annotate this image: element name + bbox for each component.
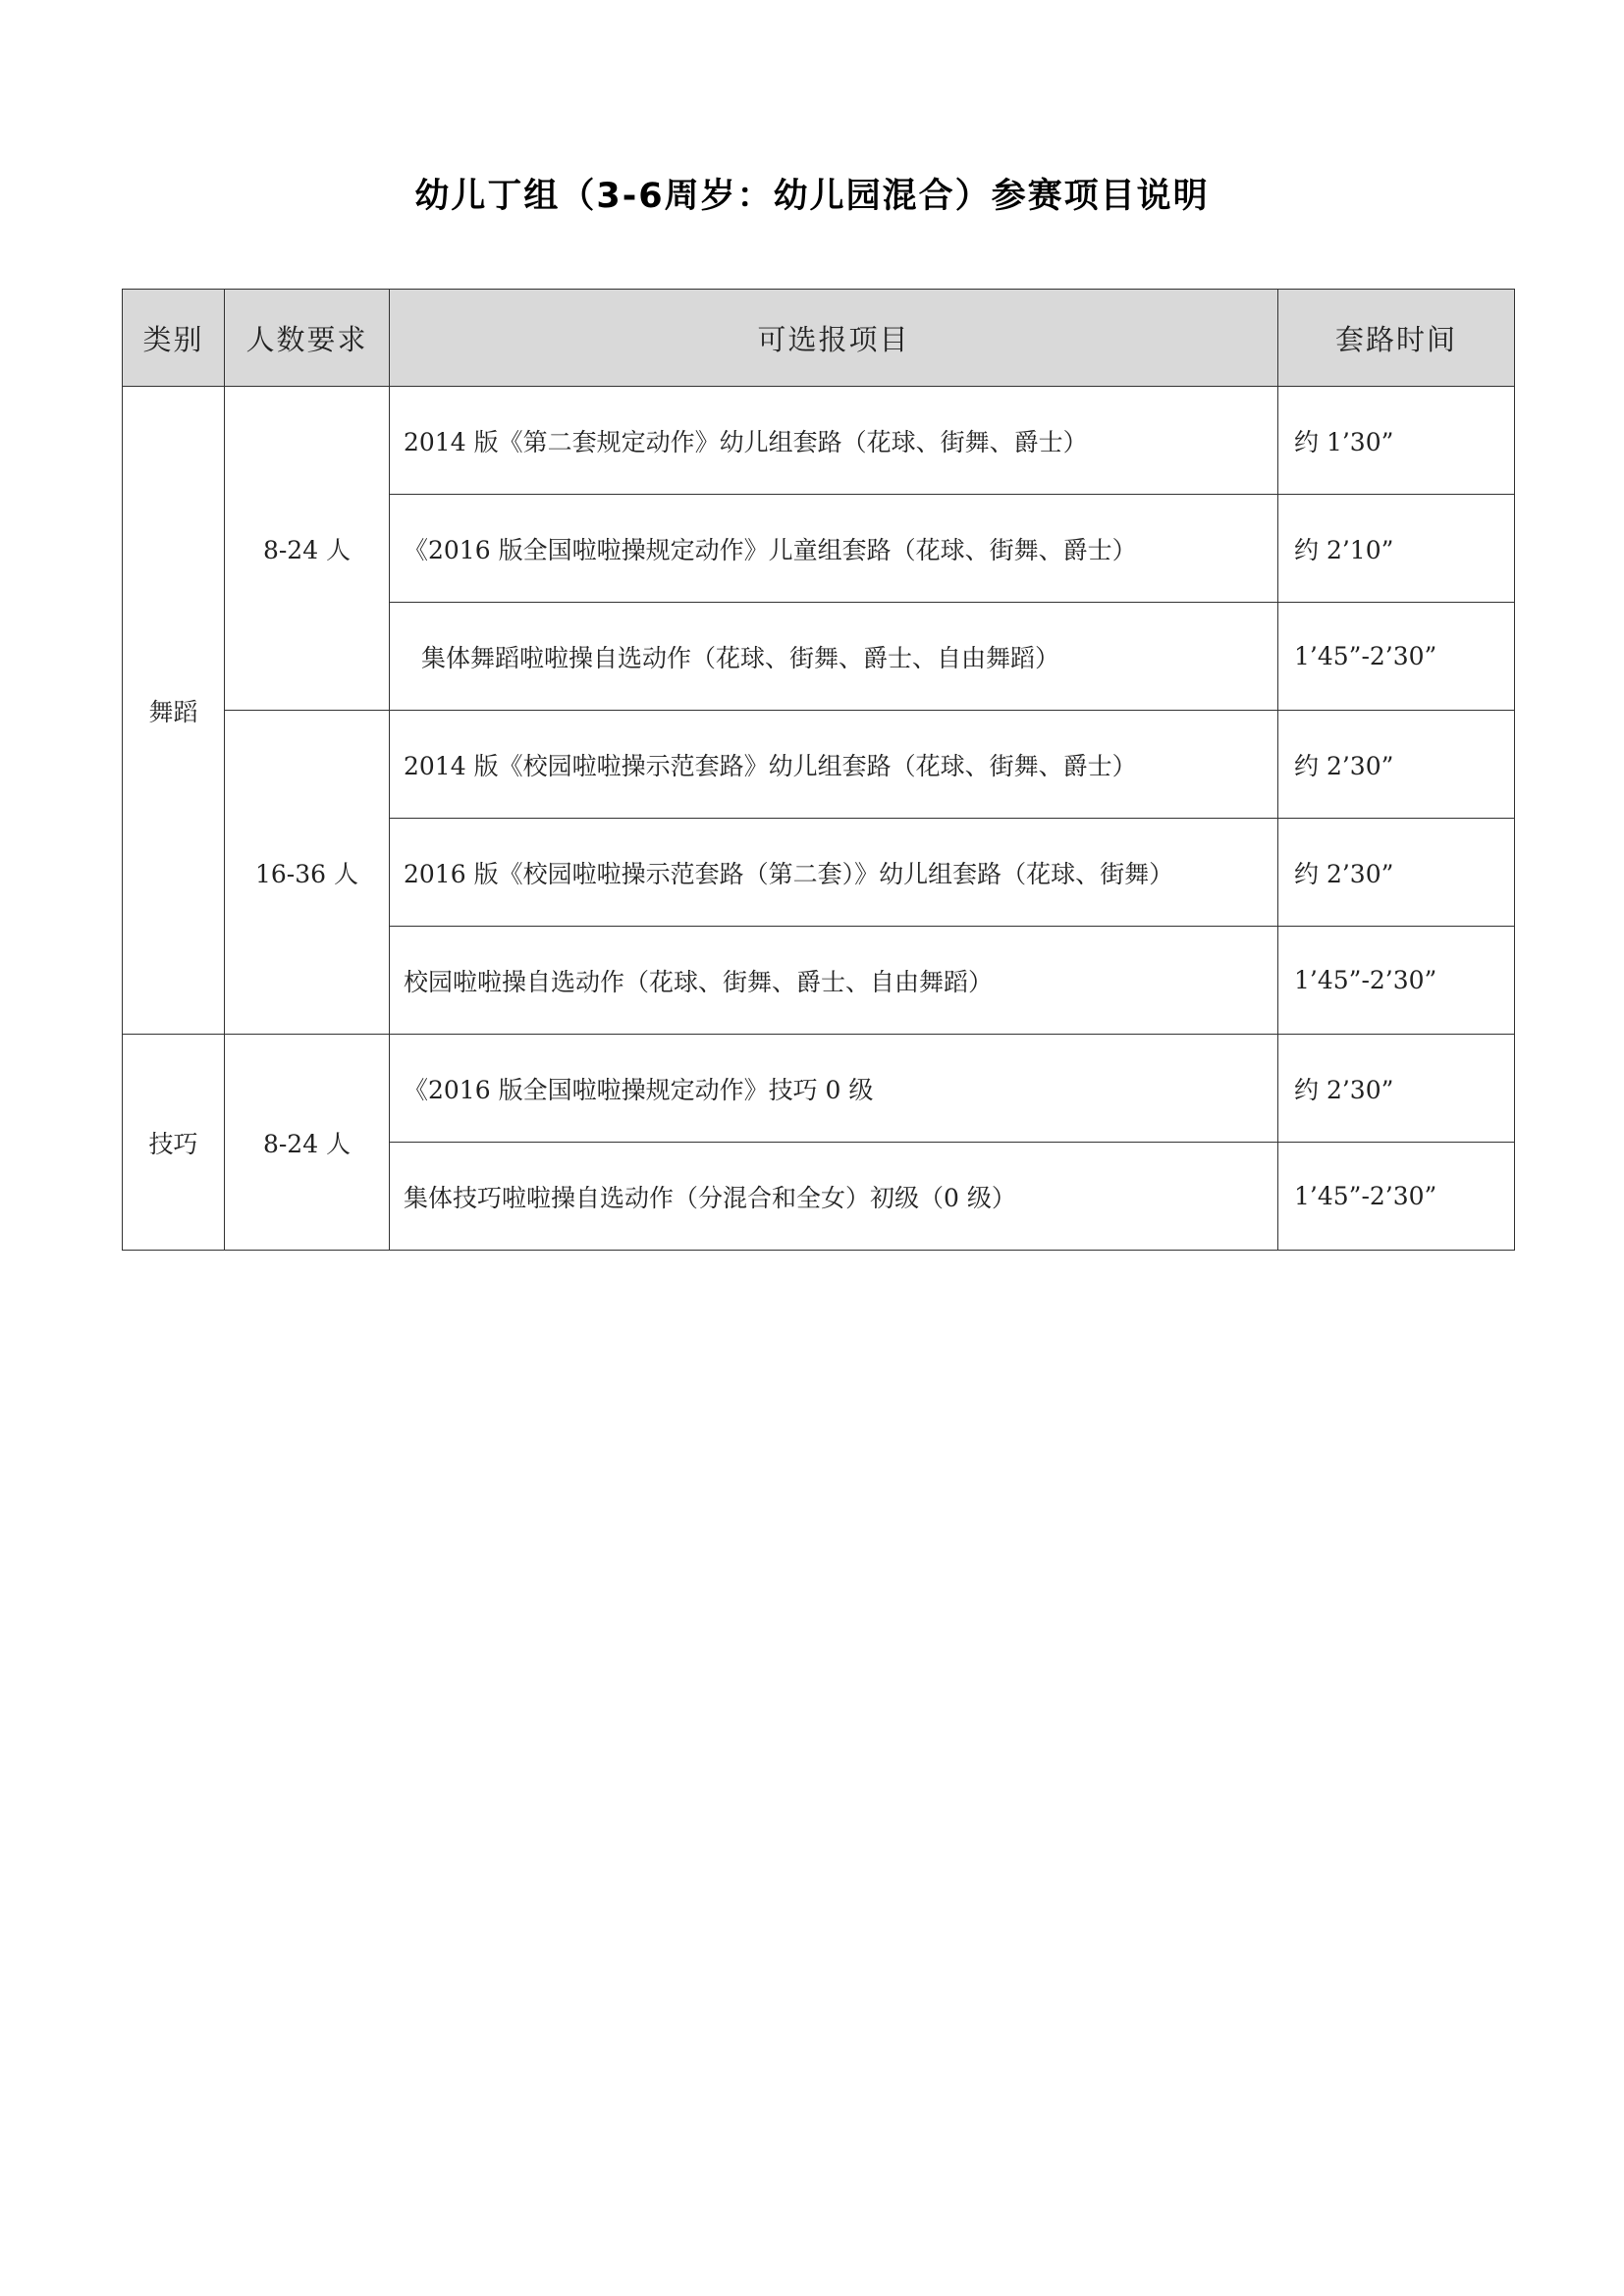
table-row — [123, 711, 1515, 819]
item-cell: 校园啦啦操自选动作（花球、街舞、爵士、自由舞蹈） — [390, 927, 1278, 1035]
item-cell: 2016 版《校园啦啦操示范套路（第二套）》幼儿组套路（花球、街舞） — [390, 819, 1278, 927]
headcount-cell: 8-24 人 — [225, 387, 390, 711]
time-cell: 约 2’30” — [1278, 819, 1515, 927]
header-headcount: 人数要求 — [225, 290, 390, 387]
item-cell: 集体舞蹈啦啦操自选动作（花球、街舞、爵士、自由舞蹈） — [390, 603, 1278, 711]
item-cell: 《2016 版全国啦啦操规定动作》技巧 0 级 — [390, 1035, 1278, 1143]
table-row — [123, 1035, 1515, 1143]
category-cell-dance: 舞蹈 — [123, 387, 225, 1035]
table-header-row — [123, 290, 1515, 387]
time-cell: 1’45”-2’30” — [1278, 603, 1515, 711]
header-category: 类别 — [123, 290, 225, 387]
headcount-cell: 8-24 人 — [225, 1035, 390, 1251]
header-time: 套路时间 — [1278, 290, 1515, 387]
event-items-table — [122, 289, 1515, 1251]
headcount-cell: 16-36 人 — [225, 711, 390, 1035]
table-row — [123, 387, 1515, 495]
time-cell: 约 2’10” — [1278, 495, 1515, 603]
item-cell: 2014 版《校园啦啦操示范套路》幼儿组套路（花球、街舞、爵士） — [390, 711, 1278, 819]
time-cell: 1’45”-2’30” — [1278, 927, 1515, 1035]
header-items: 可选报项目 — [390, 290, 1278, 387]
time-cell: 1’45”-2’30” — [1278, 1143, 1515, 1251]
page-title: 幼儿丁组（3-6周岁：幼儿园混合）参赛项目说明 — [414, 177, 1210, 216]
category-cell-skill: 技巧 — [123, 1035, 225, 1251]
item-cell: 《2016 版全国啦啦操规定动作》儿童组套路（花球、街舞、爵士） — [390, 495, 1278, 603]
item-cell: 集体技巧啦啦操自选动作（分混合和全女）初级（0 级） — [390, 1143, 1278, 1251]
time-cell: 约 2’30” — [1278, 711, 1515, 819]
time-cell: 约 1’30” — [1278, 387, 1515, 495]
time-cell: 约 2’30” — [1278, 1035, 1515, 1143]
item-cell: 2014 版《第二套规定动作》幼儿组套路（花球、街舞、爵士） — [390, 387, 1278, 495]
